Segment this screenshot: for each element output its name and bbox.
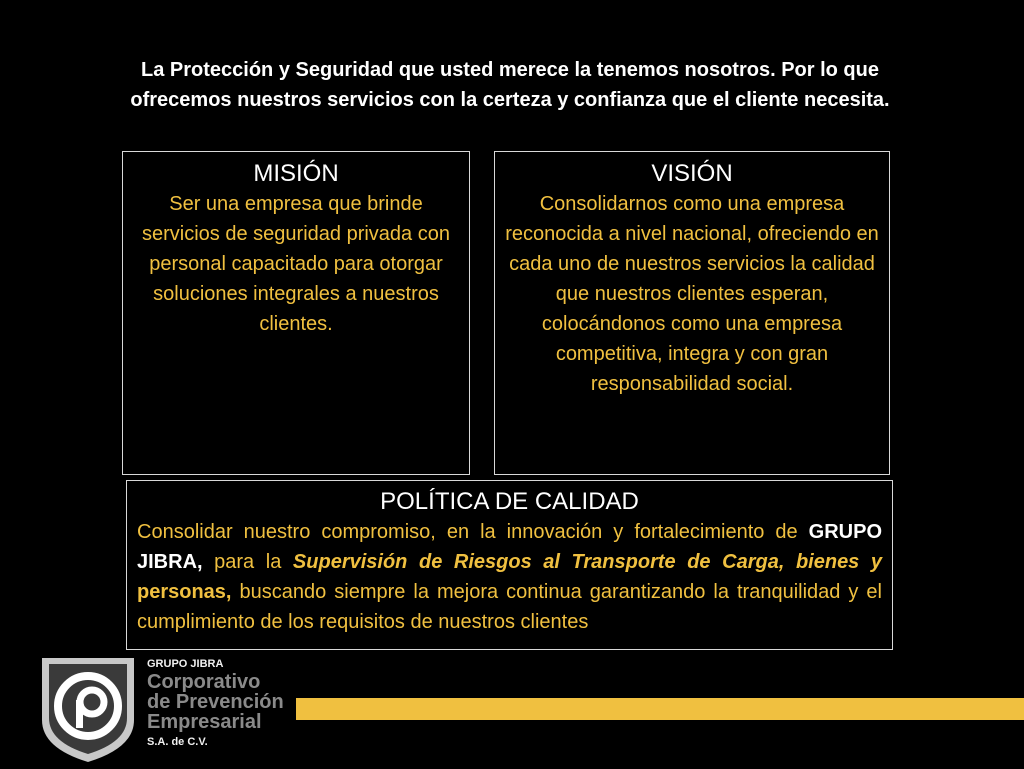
footer-accent-band [296,698,1024,720]
brand-block [147,658,284,748]
politica-text [137,517,882,637]
politica-italic: Supervisión de Riesgos al Transporte de Carga, bienes y [292,551,883,573]
vision-box [494,151,890,475]
brand-group: GRUPO JIBRA [147,658,224,670]
brand-line1: Corporativo [147,671,261,693]
mision-title: MISIÓN [253,160,339,187]
company-name: GRUPO JIBRA, [137,521,882,573]
mision-box [122,151,470,475]
politica-part2: para la [202,551,293,573]
politica-title: POLÍTICA DE CALIDAD [380,488,639,515]
brand-line3: Empresarial [147,711,262,733]
politica-part1: Consolidar nuestro compromiso, en la innovación y fortalecimiento de [137,521,809,543]
politica-box [126,480,893,650]
mision-text: Ser una empresa que brinde servicios de seguridad privada con personal capacitado para otorgar soluciones integrales a nuestros clientes. [142,193,450,335]
brand-suffix: S.A. de C.V. [147,736,208,748]
politica-part4: buscando siempre la mejora continua garantizando la tranquilidad y el cumplimiento de los requisitos de nuestros clientes [137,581,882,633]
vision-text: Consolidarnos como una empresa reconocida a nivel nacional, ofreciendo en cada uno de nuestros servicios la calidad que nuestros clientes esperan, colocándonos como una empresa competitiva, integra y con gran responsabilidad social. [505,193,879,395]
intro-statement: La Protección y Seguridad que usted merece la tenemos nosotros. Por lo que ofrecemos nuestros servicios con la certeza y confianza que el cliente necesita. [130,59,890,111]
politica-bold: personas, [137,581,232,603]
brand-line2: de Prevención [147,691,284,713]
company-logo-icon [38,652,138,764]
vision-title: VISIÓN [651,160,733,187]
